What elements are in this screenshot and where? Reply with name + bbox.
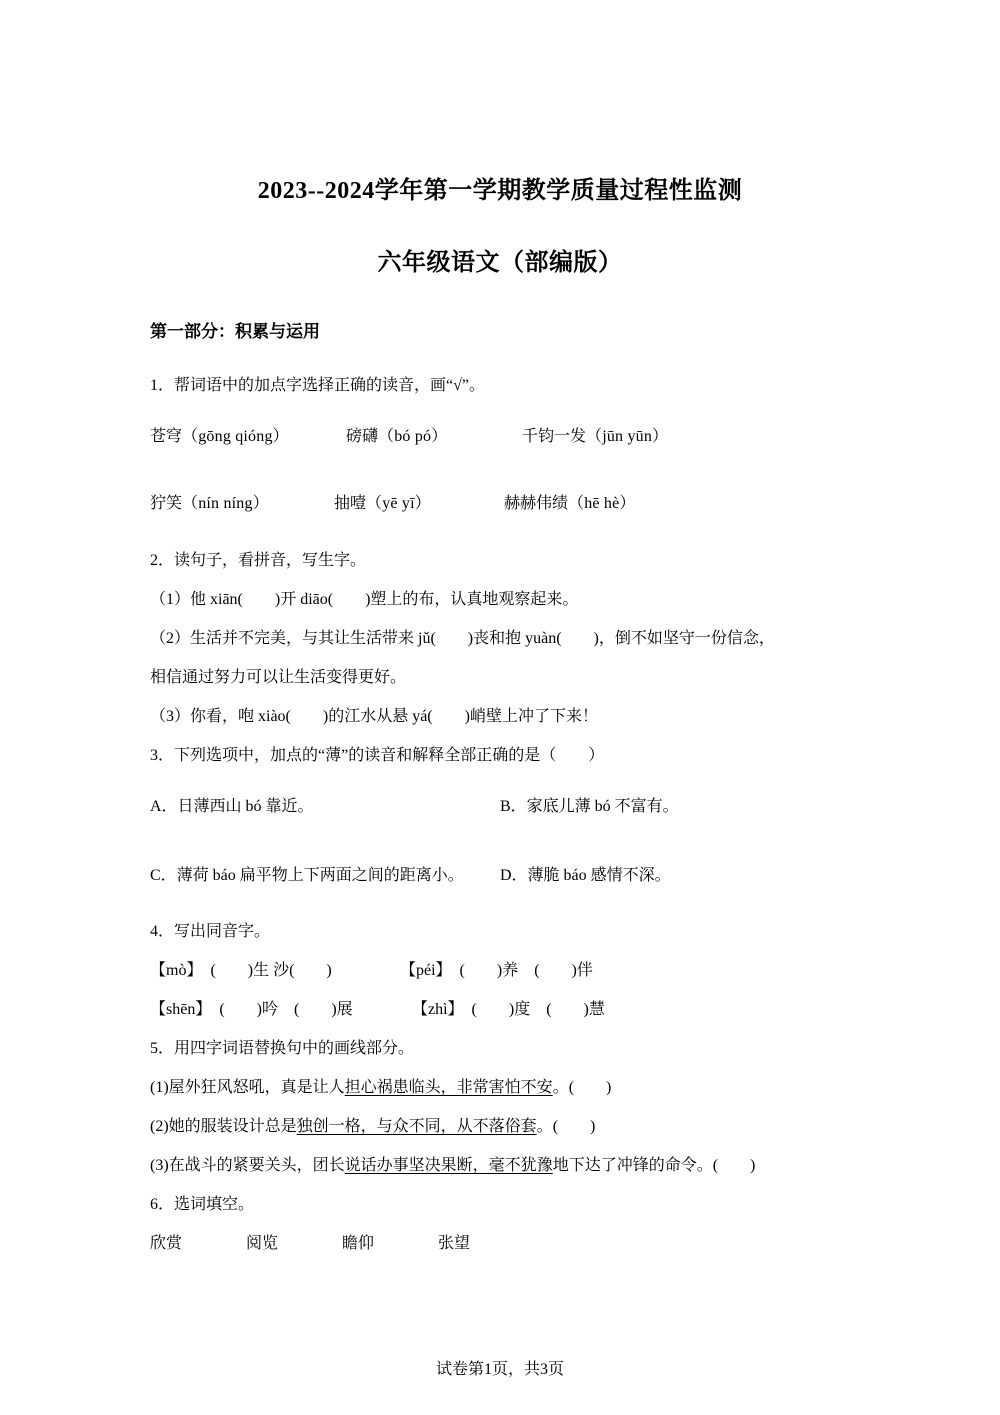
- q1-options: （gōng qióng）: [182, 428, 289, 445]
- q1-word: 苍穹: [150, 428, 183, 445]
- q1-options: （nín níng）: [182, 495, 269, 512]
- section-heading: 第一部分：积累与运用: [150, 322, 320, 341]
- q1-item: [150, 423, 289, 446]
- underlined-phrase: 独创一格，与众不同，从不落俗套: [296, 1118, 537, 1135]
- q4-row-2a: 【shēn】 ( )吟 ( )展: [150, 1001, 353, 1018]
- q6-word: 阅览: [246, 1235, 279, 1252]
- q1-options: （jūn yūn）: [586, 428, 669, 445]
- q4-row-2b: 【zhì】 ( )度 ( )慧: [412, 1001, 605, 1018]
- q3-option-a: A．日薄西山 bó 靠近。: [150, 798, 314, 815]
- underlined-phrase: 担心祸患临头，非常害怕不安: [344, 1079, 553, 1096]
- q1-word: 千钧一发: [522, 428, 587, 445]
- q1-word: 抽噎: [334, 495, 367, 512]
- q3-option-c: C．薄荷 báo 扁平物上下两面之间的距离小。: [150, 867, 464, 884]
- q2-sentence-1: （1）他 xiān( )开 diāo( )塑上的布，认真地观察起来。: [150, 591, 579, 608]
- q1-word: 赫赫伟绩: [504, 495, 569, 512]
- q3-option-d: D．薄脆 báo 感情不深。: [500, 867, 671, 884]
- underlined-phrase: 说话办事坚决果断，毫不犹豫: [344, 1157, 553, 1174]
- q6-word: 张望: [438, 1235, 471, 1252]
- q1-options: （yē yī）: [366, 495, 431, 512]
- answer-blank: 。( ): [552, 1079, 612, 1096]
- exam-title: 2023--2024学年第一学期教学质量过程性监测: [257, 178, 743, 204]
- q5-text: (2)她的服装设计总是: [150, 1118, 297, 1135]
- q5-sentence-3: [150, 1152, 755, 1175]
- q1-item: [504, 490, 636, 513]
- answer-blank: 。( ): [536, 1118, 596, 1135]
- q1-options: （hē hè）: [568, 495, 636, 512]
- q1-item: [150, 490, 269, 513]
- q4-row-1b: 【péi】 ( )养 ( )伴: [400, 962, 593, 979]
- q3-option-b: B．家底儿薄 bó 不富有。: [500, 798, 679, 815]
- q1-word: 磅礴: [346, 428, 379, 445]
- q1-item: [334, 490, 431, 513]
- q5-sentence-2: [150, 1113, 595, 1136]
- answer-blank: 地下达了冲锋的命令。( ): [552, 1157, 756, 1174]
- q5-text: (1)屋外狂风怒吼，真是让人: [150, 1079, 345, 1096]
- q1-item: [522, 423, 668, 446]
- q2-sentence-3: （3）你看，咆 xiào( )的江水从悬 yá( )峭壁上冲了下来！: [150, 708, 598, 725]
- q5-text: (3)在战斗的紧要关头，团长: [150, 1157, 345, 1174]
- q2-sentence-2a: （2）生活并不完美，与其让生活带来 jǔ( )丧和抱 yuàn( )，倒不如坚守一份信念，: [150, 630, 775, 647]
- q2-stem: 2．读句子，看拼音，写生字。: [150, 552, 367, 569]
- q2-sentence-2b: 相信通过努力可以让生活变得更好。: [150, 669, 407, 686]
- q6-word: 欣赏: [150, 1235, 183, 1252]
- q1-stem: 1．帮词语中的加点字选择正确的读音，画“√”。: [150, 377, 485, 394]
- q6-stem: 6．选词填空。: [150, 1196, 255, 1213]
- q4-row-1a: 【mò】 ( )生 沙( ): [150, 962, 332, 979]
- exam-subtitle: 六年级语文（部编版）: [377, 250, 623, 276]
- page-footer: 试卷第1页，共3页: [435, 1361, 564, 1378]
- q6-word: 瞻仰: [342, 1235, 375, 1252]
- q1-word: 狞笑: [150, 495, 183, 512]
- q5-stem: 5．用四字词语替换句中的画线部分。: [150, 1040, 415, 1057]
- q3-stem: 3．下列选项中，加点的“薄”的读音和解释全部正确的是（ ）: [150, 747, 605, 764]
- q1-options: （bó pó）: [378, 428, 448, 445]
- q5-sentence-1: [150, 1074, 611, 1097]
- q1-item: [346, 423, 447, 446]
- q4-stem: 4．写出同音字。: [150, 923, 271, 940]
